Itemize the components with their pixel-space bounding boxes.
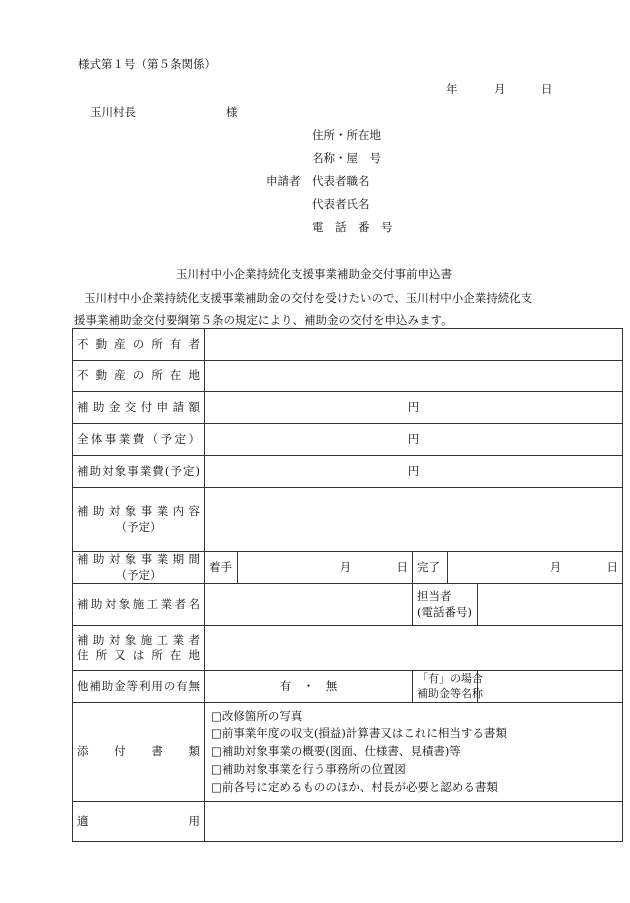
- contact-person-label-line2: (電話番号): [417, 604, 472, 619]
- grant-amount-unit: 円: [407, 399, 420, 414]
- row-project-content: [73, 488, 623, 552]
- start-label: 着手: [205, 552, 238, 584]
- contractor-name-input[interactable]: [205, 584, 413, 626]
- end-label: 完了: [413, 552, 448, 584]
- project-period-label-line2: （予定）: [115, 567, 162, 582]
- other-grants-name-label-line1: 「有」の場合: [417, 671, 483, 685]
- contractor-address-label-line2: 住所又は所在地: [77, 648, 200, 663]
- attachment-item[interactable]: □補助対象事業の概要(図面、仕様書、見積書)等: [211, 744, 461, 759]
- grant-amount-input[interactable]: [205, 392, 623, 424]
- total-cost-label: 全体事業費（予定）: [73, 424, 205, 456]
- grant-amount-label: 補助金交付申請額: [73, 392, 205, 424]
- other-grants-choice[interactable]: 有 ・ 無: [205, 671, 413, 703]
- eligible-cost-unit: 円: [407, 463, 420, 478]
- contact-person-label: [413, 584, 478, 626]
- form-number: 様式第１号（第５条関係）: [78, 57, 216, 71]
- remarks-input[interactable]: [205, 802, 623, 842]
- applicant-label: 申請者: [266, 174, 301, 188]
- project-content-label: [73, 488, 205, 552]
- start-date-input[interactable]: [238, 552, 413, 584]
- applicant-rep-title-label: 代表者職名: [312, 174, 370, 188]
- contact-person-label-line1: 担当者: [417, 589, 452, 604]
- application-table: [72, 328, 623, 842]
- project-content-input[interactable]: [205, 488, 623, 552]
- body-text-line1: 玉川村中小企業持続化支援事業補助金の交付を受けたいので、玉川村中小企業持続化支: [84, 291, 533, 305]
- eligible-cost-input[interactable]: [205, 456, 623, 488]
- property-location-label: 不動産の所在地: [73, 361, 205, 392]
- other-grants-label: 他補助金等利用の有無: [73, 671, 205, 703]
- row-eligible-cost: [73, 456, 623, 488]
- attachment-item[interactable]: □前各号に定めるもののほか、村長が必要と認める書類: [211, 779, 498, 794]
- project-content-label-line2: （予定）: [115, 519, 162, 534]
- body-text-line2: 援事業補助金交付要綱第５条の規定により、補助金の交付を申込みます。: [74, 313, 453, 327]
- contractor-address-label-line1: 補助対象施工業者: [77, 632, 200, 647]
- date-month-label: 月: [494, 82, 506, 96]
- other-grants-name-label: [413, 671, 483, 703]
- other-grants-name-label-line2: 補助金等名称: [417, 686, 483, 700]
- contractor-name-label: 補助対象施工業者名: [73, 584, 205, 626]
- row-project-period: [73, 552, 623, 584]
- recipient-honorific: 様: [226, 105, 238, 119]
- date-year-label: 年: [446, 82, 458, 96]
- contact-person-input[interactable]: [478, 584, 623, 626]
- applicant-rep-name-label: 代表者氏名: [312, 197, 370, 211]
- project-content-label-line1: 補助対象事業内容: [77, 503, 200, 518]
- row-remarks: [73, 802, 623, 842]
- applicant-phone-label: 電 話 番 号: [312, 220, 393, 234]
- property-owner-input[interactable]: [205, 329, 623, 361]
- document-title: 玉川村中小企業持続化支援事業補助金交付事前申込書: [176, 267, 452, 281]
- attachment-item[interactable]: □補助対象事業を行う事務所の位置図: [211, 761, 406, 776]
- property-owner-label: 不動産の所有者: [73, 329, 205, 361]
- row-total-cost: [73, 424, 623, 456]
- applicant-address-label: 住所・所在地: [312, 128, 381, 142]
- row-contractor-name: [73, 584, 623, 626]
- end-month-label: 月: [549, 559, 562, 574]
- end-day-label: 日: [606, 559, 619, 574]
- project-period-label-line1: 補助対象事業期間: [77, 552, 200, 566]
- contractor-address-label: [73, 626, 205, 671]
- end-date-input[interactable]: [448, 552, 623, 584]
- row-attachments: [73, 703, 623, 802]
- contractor-address-input[interactable]: [205, 626, 623, 671]
- attachment-item[interactable]: □改修箇所の写真: [211, 708, 303, 723]
- applicant-name-label: 名称・屋 号: [312, 151, 381, 165]
- attachment-item[interactable]: □前事業年度の収支(損益)計算書又はこれに相当する書類: [211, 726, 507, 741]
- start-month-label: 月: [339, 559, 352, 574]
- row-property-location: [73, 361, 623, 392]
- project-period-label: [73, 552, 205, 584]
- row-other-grants: [73, 671, 623, 703]
- row-grant-amount: [73, 392, 623, 424]
- total-cost-input[interactable]: [205, 424, 623, 456]
- eligible-cost-label: 補助対象事業費(予定): [73, 456, 205, 488]
- attachments-label: 添 付 書 類: [73, 703, 205, 802]
- other-grants-name-input[interactable]: [478, 671, 623, 703]
- attachments-list: [205, 703, 623, 802]
- date-day-label: 日: [541, 82, 553, 96]
- start-day-label: 日: [396, 559, 408, 574]
- property-location-input[interactable]: [205, 361, 623, 392]
- recipient: 玉川村長: [90, 105, 136, 119]
- total-cost-unit: 円: [407, 431, 420, 446]
- row-contractor-address: [73, 626, 623, 671]
- row-property-owner: [73, 329, 623, 361]
- remarks-label: 適 用: [73, 802, 205, 842]
